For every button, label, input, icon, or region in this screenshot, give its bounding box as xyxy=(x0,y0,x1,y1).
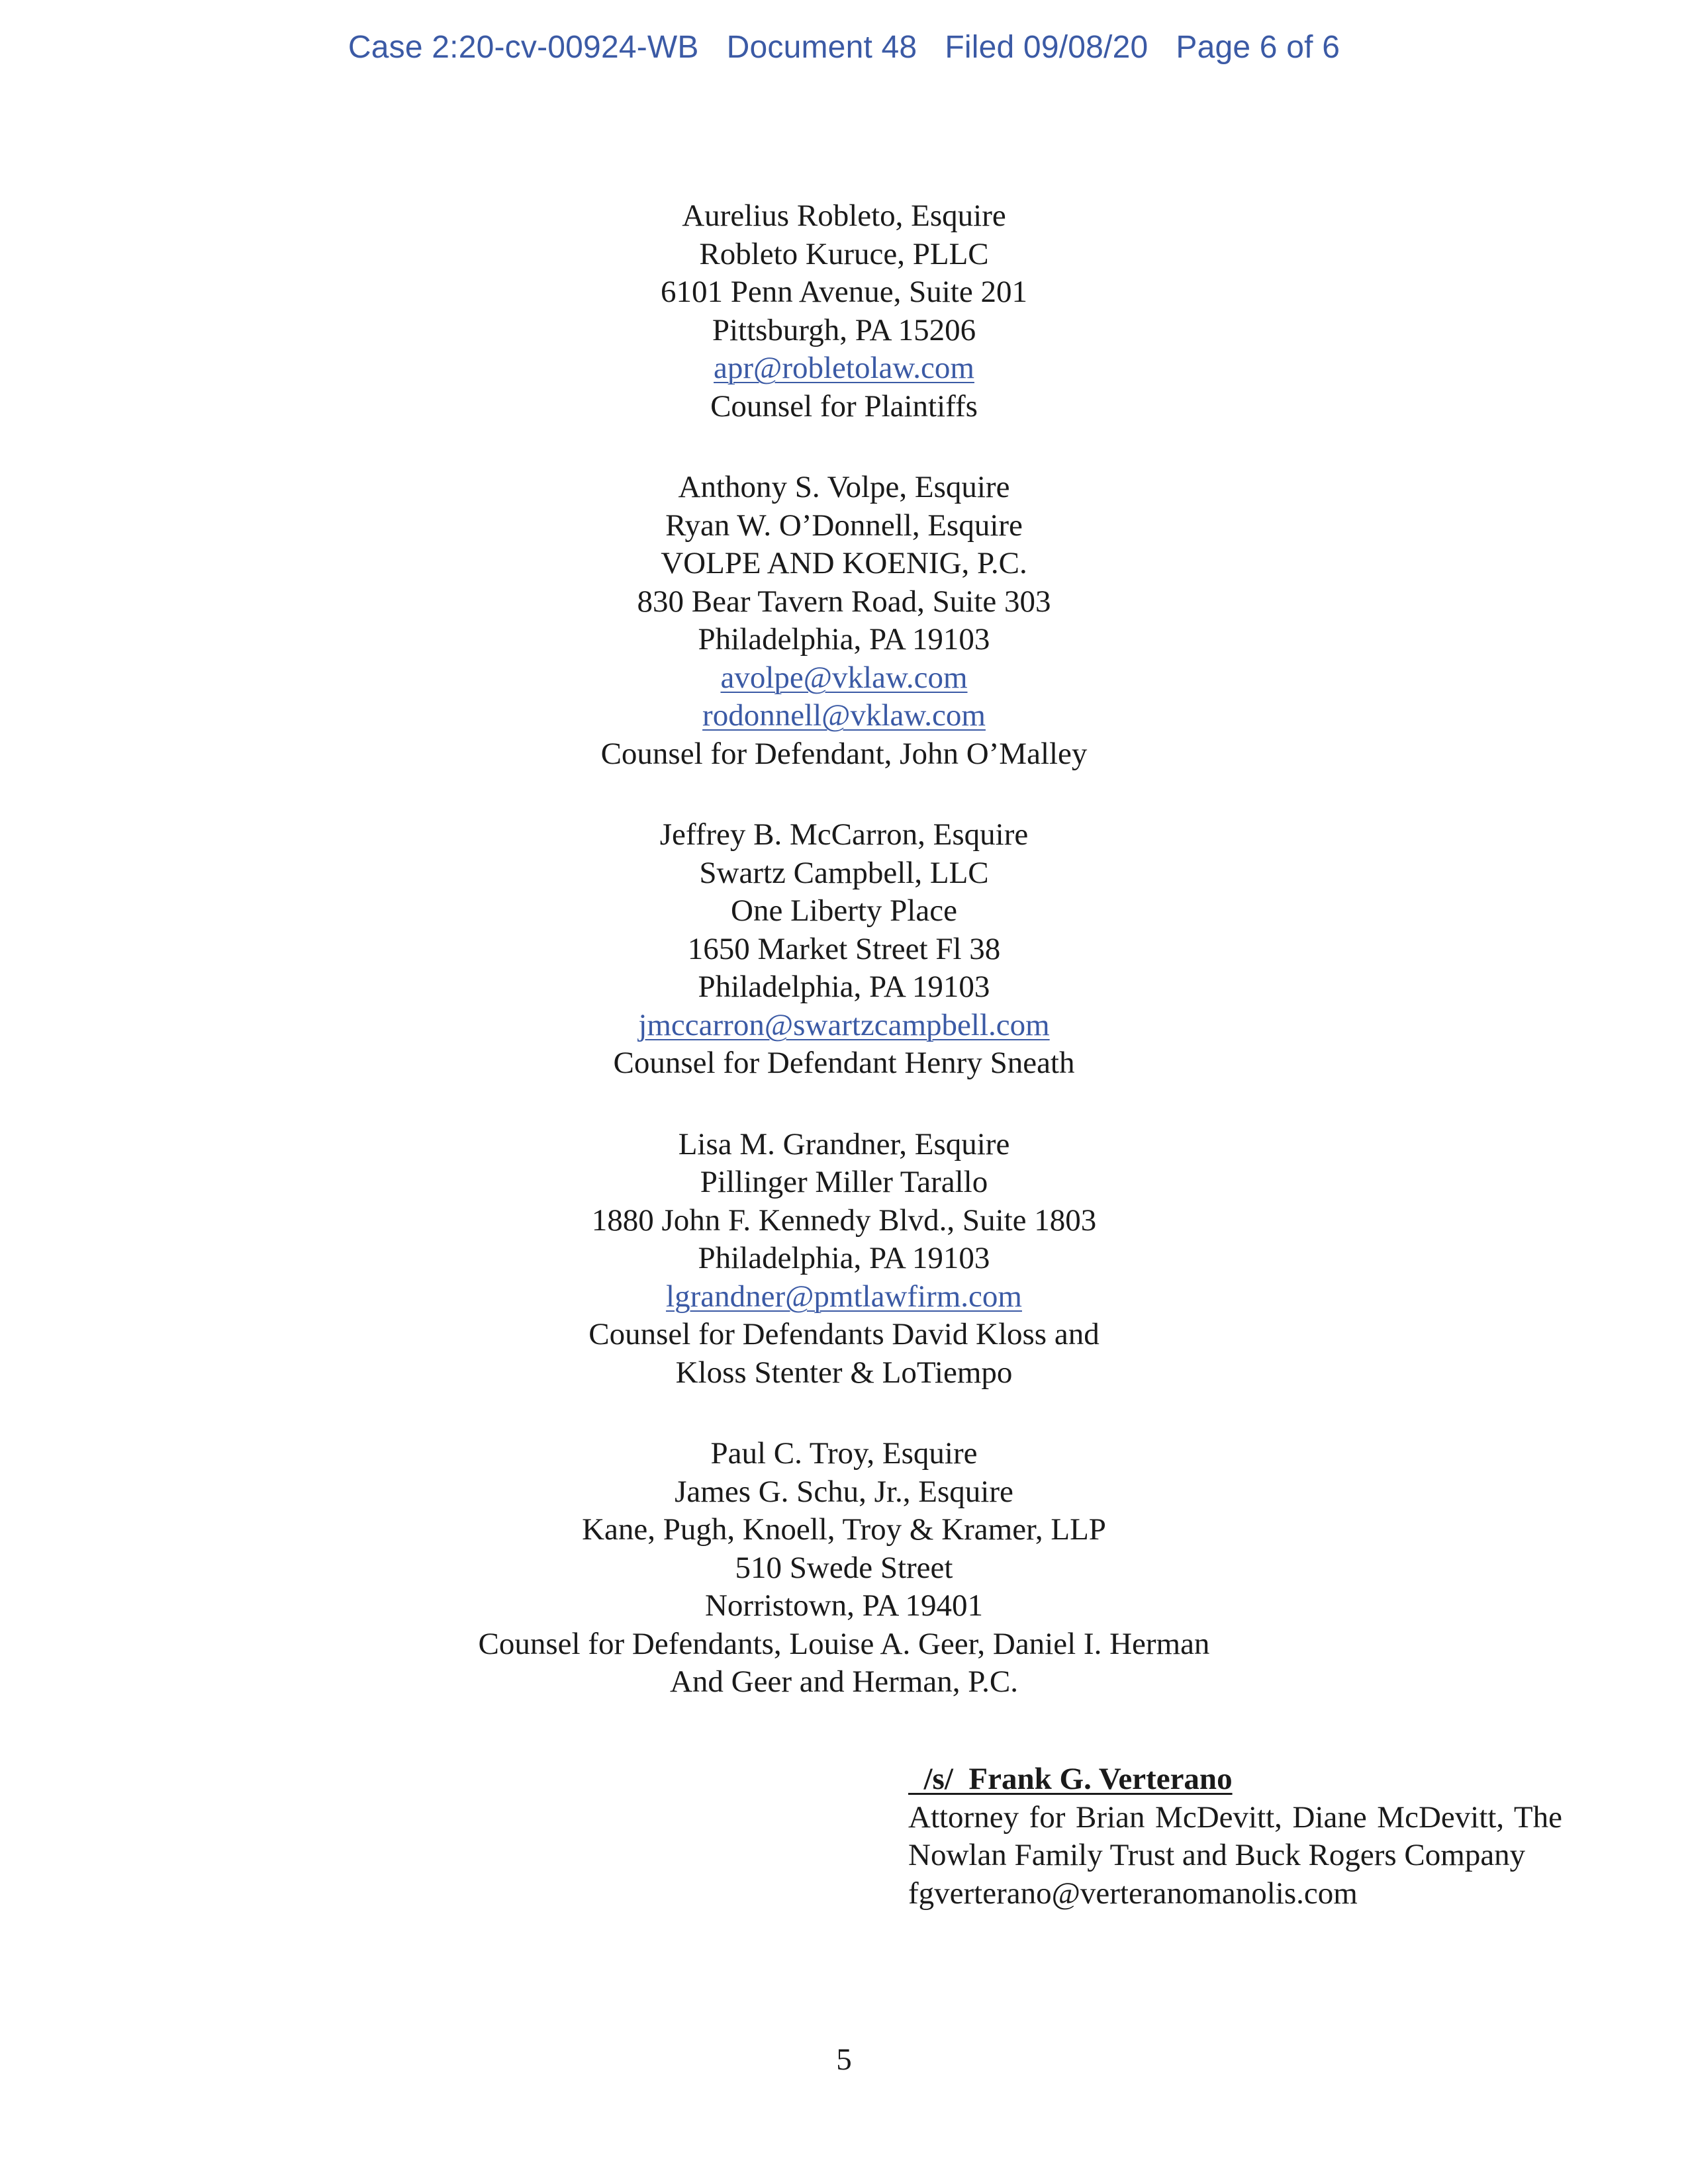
counsel-role: Counsel for Defendant, John O’Malley xyxy=(600,736,1088,771)
counsel-address-line: Pittsburgh, PA 15206 xyxy=(712,312,976,347)
counsel-block xyxy=(0,816,1688,1083)
counsel-address-line: James G. Schu, Jr., Esquire xyxy=(675,1474,1013,1509)
counsel-email-line xyxy=(0,349,1688,388)
counsel-address-line: 1880 John F. Kennedy Blvd., Suite 1803 xyxy=(591,1203,1097,1238)
signature-email: fgverterano@verteranomanolis.com xyxy=(908,1876,1358,1911)
counsel-address-line: 1650 Market Street Fl 38 xyxy=(687,931,1001,966)
counsel-address-line: Aurelius Robleto, Esquire xyxy=(682,199,1006,233)
counsel-email-link[interactable]: jmccarron@swartzcampbell.com xyxy=(638,1007,1050,1042)
counsel-address-line: Anthony S. Volpe, Esquire xyxy=(678,470,1010,504)
counsel-email-line xyxy=(0,1007,1688,1045)
counsel-email-line xyxy=(0,659,1688,698)
counsel-role: Counsel for Defendants David Kloss and xyxy=(588,1317,1100,1351)
counsel-role: Counsel for Defendants, Louise A. Geer, Daniel I. Herman xyxy=(478,1626,1210,1661)
counsel-address-line: 510 Swede Street xyxy=(735,1550,953,1585)
counsel-role: And Geer and Herman, P.C. xyxy=(669,1664,1019,1699)
counsel-address-line: Ryan W. O’Donnell, Esquire xyxy=(665,508,1023,543)
counsel-block xyxy=(0,1126,1688,1392)
counsel-email-link[interactable]: apr@robletolaw.com xyxy=(714,351,974,385)
counsel-address-line: Swartz Campbell, LLC xyxy=(699,855,989,890)
counsel-email-line xyxy=(0,1278,1688,1316)
counsel-block xyxy=(0,469,1688,773)
counsel-role: Counsel for Plaintiffs xyxy=(710,388,978,424)
counsel-address-line: Pillinger Miller Tarallo xyxy=(700,1165,988,1199)
counsel-address-line: Philadelphia, PA 19103 xyxy=(698,1241,990,1275)
ecf-header xyxy=(0,29,1688,66)
counsel-address-line: Robleto Kuruce, PLLC xyxy=(699,236,989,271)
document-number: Document 48 xyxy=(726,30,917,65)
signature-attorney-for: Attorney for Brian McDevitt, Diane McDevitt, The Nowlan Family Trust and Buck Rogers Company xyxy=(908,1799,1562,1872)
counsel-address-line: Paul C. Troy, Esquire xyxy=(710,1436,978,1471)
counsel-address-line: Philadelphia, PA 19103 xyxy=(698,970,990,1004)
service-list xyxy=(0,197,1688,1745)
counsel-address-line: Philadelphia, PA 19103 xyxy=(698,622,990,657)
counsel-address-line: Norristown, PA 19401 xyxy=(704,1588,984,1623)
counsel-email-line xyxy=(0,697,1688,735)
signature-name: /s/ Frank G. Verterano xyxy=(908,1762,1233,1796)
counsel-address-line: 830 Bear Tavern Road, Suite 303 xyxy=(637,584,1051,619)
counsel-email-link[interactable]: avolpe@vklaw.com xyxy=(720,660,968,695)
signature-block xyxy=(908,1760,1562,1913)
counsel-block xyxy=(0,1435,1688,1702)
counsel-block xyxy=(0,197,1688,426)
page-count: Page 6 of 6 xyxy=(1176,30,1340,65)
counsel-email-link[interactable]: rodonnell@vklaw.com xyxy=(702,698,986,733)
case-number: Case 2:20-cv-00924-WB xyxy=(348,30,699,65)
counsel-address-line: VOLPE AND KOENIG, P.C. xyxy=(661,546,1027,580)
counsel-address-line: Kane, Pugh, Knoell, Troy & Kramer, LLP xyxy=(582,1512,1106,1547)
counsel-address-line: 6101 Penn Avenue, Suite 201 xyxy=(661,275,1027,309)
counsel-address-line: One Liberty Place xyxy=(731,893,957,928)
counsel-address-line: Lisa M. Grandner, Esquire xyxy=(678,1126,1010,1161)
filed-date: Filed 09/08/20 xyxy=(945,30,1149,65)
page-number: 5 xyxy=(836,2042,852,2077)
counsel-role: Kloss Stenter & LoTiempo xyxy=(675,1355,1013,1390)
counsel-address-line: Jeffrey B. McCarron, Esquire xyxy=(659,817,1029,852)
counsel-role: Counsel for Defendant Henry Sneath xyxy=(613,1046,1075,1080)
counsel-email-link[interactable]: lgrandner@pmtlawfirm.com xyxy=(666,1279,1022,1314)
